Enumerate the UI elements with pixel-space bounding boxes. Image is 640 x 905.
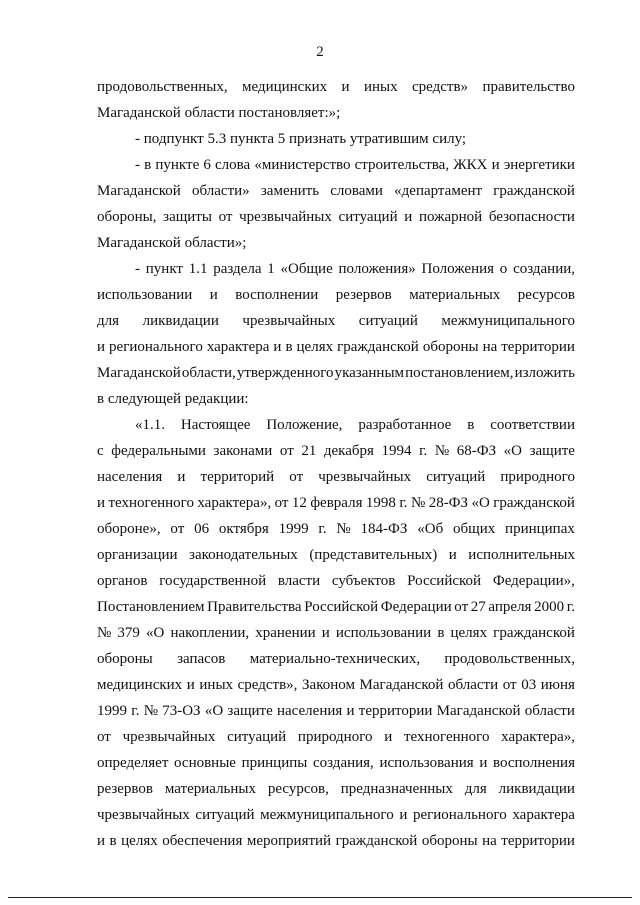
page-number: 2 xyxy=(316,44,324,60)
text-line: обороне», от 06 октября 1999 г. № 184-ФЗ «Об общих принципах xyxy=(97,521,575,537)
text-line: обороны, защиты от чрезвычайных ситуаций и пожарной безопасности xyxy=(97,209,575,225)
text-line: Постановлением Правительства Российской Федерации от 27 апреля 2000 г. xyxy=(97,599,575,615)
text-line: Магаданской области» заменить словами «департамент гражданской xyxy=(97,183,575,199)
text-line: обороны запасов материально-технических, продовольственных, xyxy=(97,651,575,667)
text-line: резервов материальных ресурсов, предназначенных для ликвидации xyxy=(97,781,575,797)
text-line: 1999 г. № 73-ОЗ «О защите населения и территории Магаданской области xyxy=(97,703,575,719)
text-line: с федеральными законами от 21 декабря 1994 г. № 68-ФЗ «О защите xyxy=(97,443,575,459)
text-line: в следующей редакции: xyxy=(97,391,249,407)
text-line: медицинских и иных средств», Законом Магаданской области от 03 июня xyxy=(97,677,575,693)
text-line: населения и территорий от чрезвычайных ситуаций природного xyxy=(97,469,575,485)
text-line: от чрезвычайных ситуаций природного и техногенного характера», xyxy=(97,729,575,745)
text-line: Магаданской области»; xyxy=(97,235,247,251)
text-line: для ликвидации чрезвычайных ситуаций межмуниципального xyxy=(97,313,575,329)
bottom-rule xyxy=(8,897,632,898)
text-line: определяет основные принципы создания, использования и восполнения xyxy=(97,755,575,771)
text-line: Магаданской области, утвержденного указанным постановлением, изложить xyxy=(97,365,575,381)
text-line: - в пункте 6 слова «министерство строительства, ЖКХ и энергетики xyxy=(135,157,575,173)
text-line: использовании и восполнении резервов материальных ресурсов xyxy=(97,287,575,303)
document-body xyxy=(97,74,575,854)
text-line: - пункт 1.1 раздела 1 «Общие положения» Положения о создании, xyxy=(135,261,575,277)
text-line: «1.1. Настоящее Положение, разработанное в соответствии xyxy=(135,417,575,433)
text-line: продовольственных, медицинских и иных средств» правительство xyxy=(97,79,575,95)
text-line: № 379 «О накоплении, хранении и использовании в целях гражданской xyxy=(97,625,575,641)
text-line: и техногенного характера», от 12 февраля 1998 г. № 28-ФЗ «О гражданской xyxy=(97,495,575,511)
text-line: и регионального характера и в целях гражданской обороны на территории xyxy=(97,339,575,355)
text-line: и в целях обеспечения мероприятий гражданской обороны на территории xyxy=(97,833,575,849)
text-line: - подпункт 5.3 пункта 5 признать утратившим силу; xyxy=(135,131,467,147)
text-line: чрезвычайных ситуаций межмуниципального и регионального характера xyxy=(97,807,575,823)
text-line: организации законодательных (представительных) и исполнительных xyxy=(97,547,575,563)
text-line: органов государственной власти субъектов Российской Федерации», xyxy=(97,573,575,589)
text-line: Магаданской области постановляет:»; xyxy=(97,105,341,121)
